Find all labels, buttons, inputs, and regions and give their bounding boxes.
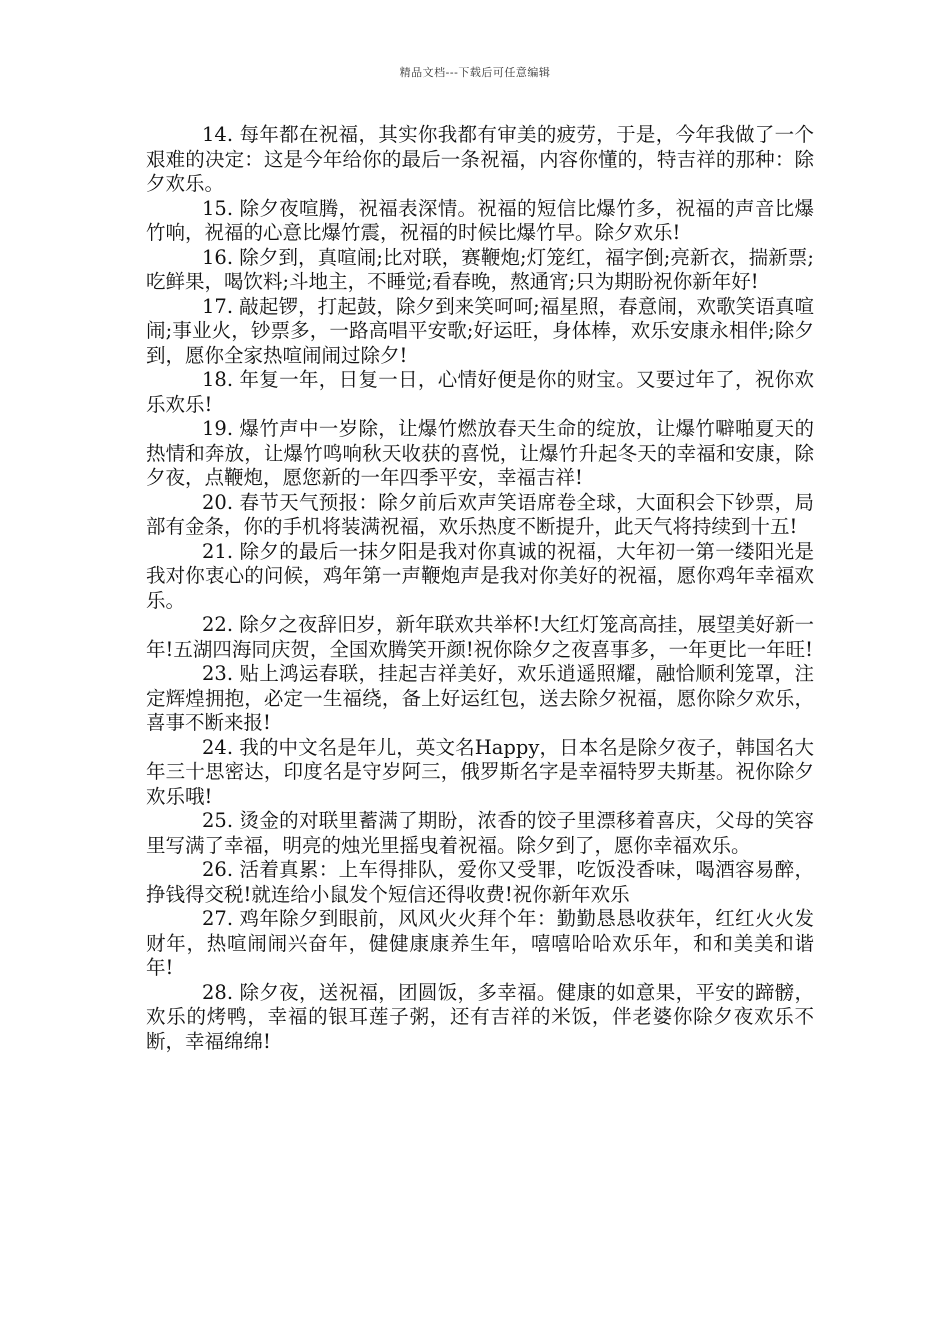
paragraph-28: 28. 除夕夜，送祝福，团圆饭，多幸福。健康的如意果，平安的蹄髈，欢乐的烤鸭，幸福的银耳莲子粥，还有吉祥的米饭，伴老婆你除夕夜欢乐不断，幸福绵绵! bbox=[146, 980, 814, 1053]
paragraph-26: 26. 活着真累：上车得排队，爱你又受罪，吃饭没香味，喝酒容易醉，挣钱得交税!就连给小鼠发个短信还得收费!祝你新年欢乐 bbox=[146, 858, 814, 906]
paragraph-15: 15. 除夕夜喧腾，祝福表深情。祝福的短信比爆竹多，祝福的声音比爆竹响，祝福的心意比爆竹震，祝福的时候比爆竹早。除夕欢乐! bbox=[146, 196, 814, 244]
paragraph-14: 14. 每年都在祝福，其实你我都有审美的疲劳，于是，今年我做了一个艰难的决定：这是今年给你的最后一条祝福，内容你懂的，特吉祥的那种：除夕欢乐。 bbox=[146, 123, 814, 195]
paragraph-27: 27. 鸡年除夕到眼前，风风火火拜个年：勤勤恳恳收获年，红红火火发财年，热喧闹闹兴奋年，健健康康养生年，嘻嘻哈哈欢乐年，和和美美和谐年! bbox=[146, 907, 814, 979]
paragraph-25: 25. 烫金的对联里蓄满了期盼，浓香的饺子里漂移着喜庆，父母的笑容里写满了幸福，明亮的烛光里摇曳着祝福。除夕到了，愿你幸福欢乐。 bbox=[146, 809, 814, 857]
document-body bbox=[146, 123, 814, 1054]
page-header: 精品文档---下载后可任意编辑 bbox=[399, 66, 551, 79]
paragraph-18: 18. 年复一年，日复一日，心情好便是你的财宝。又要过年了，祝你欢乐欢乐! bbox=[146, 368, 814, 416]
paragraph-20: 20. 春节天气预报：除夕前后欢声笑语席卷全球，大面积会下钞票，局部有金条，你的手机将装满祝福，欢乐热度不断提升，此天气将持续到十五! bbox=[146, 490, 814, 538]
paragraph-17: 17. 敲起锣，打起鼓，除夕到来笑呵呵;福星照，春意闹，欢歌笑语真喧闹;事业火，钞票多，一路高唱平安歌;好运旺，身体棒，欢乐安康永相伴;除夕到，愿你全家热喧闹闹过除夕! bbox=[146, 294, 814, 367]
paragraph-16: 16. 除夕到，真喧闹;比对联，赛鞭炮;灯笼红，福字倒;亮新衣，揣新票;吃鲜果，喝饮料;斗地主，不睡觉;看春晚，熬通宵;只为期盼祝你新年好! bbox=[146, 245, 814, 293]
paragraph-24: 24. 我的中文名是年儿，英文名Happy，日本名是除夕夜子，韩国名大年三十思密达，印度名是守岁阿三，俄罗斯名字是幸福特罗夫斯基。祝你除夕欢乐哦! bbox=[146, 735, 814, 808]
paragraph-21: 21. 除夕的最后一抹夕阳是我对你真诚的祝福，大年初一第一缕阳光是我对你衷心的问候，鸡年第一声鞭炮声是我对你美好的祝福，愿你鸡年幸福欢乐。 bbox=[146, 539, 814, 612]
paragraph-19: 19. 爆竹声中一岁除，让爆竹燃放春天生命的绽放，让爆竹噼啪夏天的热情和奔放，让爆竹鸣响秋天收获的喜悦，让爆竹升起冬天的幸福和安康，除夕夜，点鞭炮，愿您新的一年四季平安，幸福吉祥! bbox=[146, 417, 814, 489]
paragraph-23: 23. 贴上鸿运春联，挂起吉祥美好，欢乐逍遥照耀，融恰顺利笼罩，注定辉煌拥抱，必定一生福绕，备上好运红包，送去除夕祝福，愿你除夕欢乐，喜事不断来报! bbox=[146, 662, 814, 734]
paragraph-22: 22. 除夕之夜辞旧岁，新年联欢共举杯!大红灯笼高高挂，展望美好新一年!五湖四海同庆贺，全国欢腾笑开颜!祝你除夕之夜喜事多，一年更比一年旺! bbox=[146, 613, 814, 661]
